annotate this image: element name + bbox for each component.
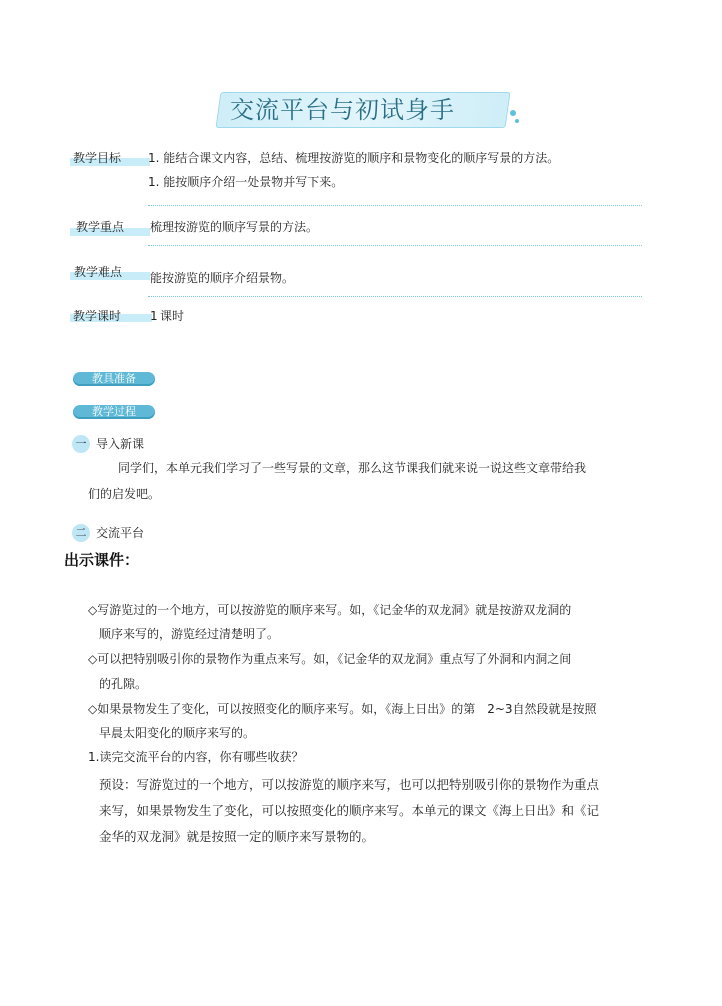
bullet-3-line-1: ◇如果景物发生了变化，可以按照变化的顺序来写。如，《海上日出》的第 2~3自然段就是按照 [88,702,597,716]
divider [148,245,642,246]
prep-pill: 教具准备 [73,372,155,386]
section-1-paragraph-line-1: 同学们，本单元我们学习了一些写景的文章，那么这节课我们就来说一说这些文章带给我 [118,461,587,475]
bullet-3-line-2: 早晨太阳变化的顺序来写的。 [99,726,256,740]
section-1-paragraph-line-2: 们的启发吧。 [88,487,161,501]
difficulty-text: 能按游览的顺序介绍景物。 [150,271,295,285]
section-2-title: 交流平台 [96,526,145,540]
bullet-1-line-1: ◇写游览过的一个地方，可以按游览的顺序来写。如，《记金华的双龙洞》就是按游双龙洞的 [88,603,572,617]
bullet-1-line-2: 顺序来写的，游览经过清楚明了。 [99,627,280,641]
divider [148,205,642,206]
divider [148,296,642,297]
goal-item-1: 1. 能结合课文内容，总结、梳理按游览的顺序和景物变化的顺序写景的方法。 [148,151,560,165]
decor-dot-icon [515,119,519,123]
hours-label: 教学课时 [73,309,122,323]
process-pill: 教学过程 [73,405,155,419]
section-1-title: 导入新课 [96,437,145,451]
goal-item-2: 1. 能按顺序介绍一处景物并写下来。 [148,175,344,189]
goal-label: 教学目标 [73,151,122,165]
hours-unit: 课时 [160,309,185,323]
focus-label: 教学重点 [76,220,125,234]
show-courseware-heading: 出示课件： [64,551,140,569]
bullet-2-line-1: ◇可以把特别吸引你的景物作为重点来写。如，《记金华的双龙洞》重点写了外洞和内洞之间 [88,652,572,666]
decor-dot-icon [510,110,516,116]
section-number-2: 二 [72,524,90,542]
difficulty-label: 教学难点 [74,265,123,279]
question-1: 1.读完交流平台的内容，你有哪些收获？ [88,750,304,764]
focus-text: 梳理按游览的顺序写景的方法。 [150,220,319,234]
page-title: 交流平台与初试身手 [230,96,455,124]
answer-line-3: 金华的双龙洞》就是按照一定的顺序来写景物的。 [99,829,375,844]
section-number-1: 一 [72,435,90,453]
bullet-2-line-2: 的孔隙。 [99,677,148,691]
answer-line-2: 来写，如果景物发生了变化，可以按照变化的顺序来写。本单元的课文《海上日出》和《记 [99,803,600,818]
answer-line-1: 预设：写游览过的一个地方，可以按游览的顺序来写，也可以把特别吸引你的景物作为重点 [99,777,600,792]
hours-number: 1 [150,309,158,323]
